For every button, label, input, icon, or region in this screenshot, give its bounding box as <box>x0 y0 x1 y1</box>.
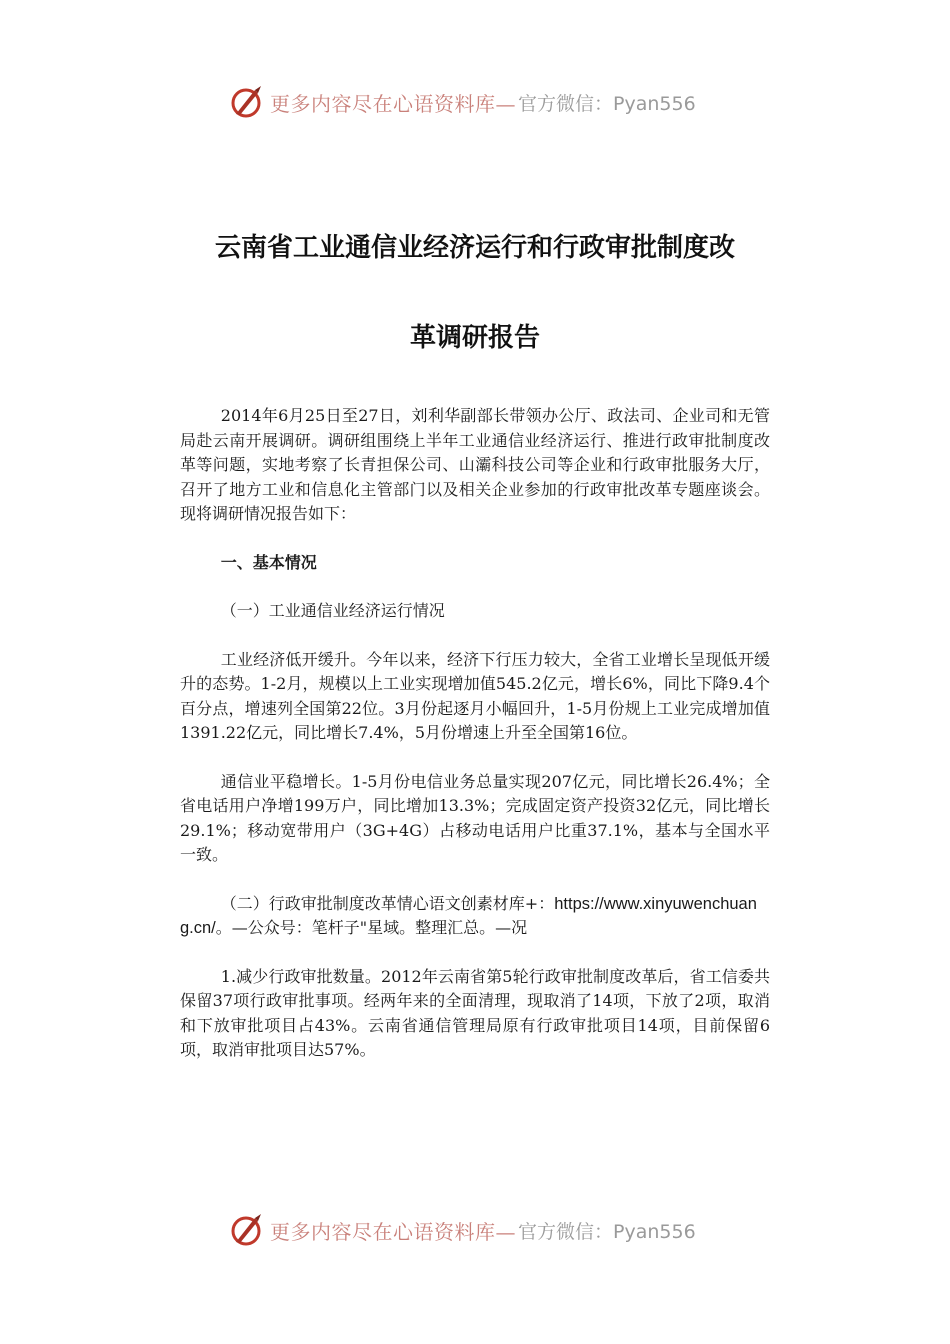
document-title-line2: 革调研报告 <box>409 323 540 353</box>
quill-pen-logo-icon <box>228 1212 264 1248</box>
document-title-line1: 云南省工业通信业经济运行和行政审批制度改 <box>214 233 735 263</box>
banner-slogan: 更多内容尽在心语资料库— <box>270 1219 516 1244</box>
subsection-heading-economy: （一）工业通信业经济运行情况 <box>220 601 445 620</box>
industry-paragraph: 工业经济低开缓升。今年以来，经济下行压力较大，全省工业增长呈现低开缓升的态势。1-2月，规模以上工业实现增加值545.2亿元，增长6%，同比下降9.4个百分点，增速列全国第22位。3月份起逐月小幅回升，1-5月份规上工业完成增加值1391.22亿元，同比增长7.4%，5月份增速上升至全国第16位。 <box>180 649 770 742</box>
document-body <box>180 404 770 1087</box>
subsection-heading-approval-start: （二）行政审批制度改革情心语文创素材库+： <box>220 893 555 913</box>
reduce-approval-paragraph: 1.减少行政审批数量。2012年云南省第5轮行政审批制度改革后，省工信委共保留37项行政审批事项。经两年来的全面清理，现取消了14项，下放了2项，取消和下放审批项目占43%。云南省通信管理局原有行政审批项目14项，目前保留6项，取消审批项目达57%。 <box>180 966 770 1059</box>
quill-pen-logo-icon <box>228 84 264 120</box>
header-banner <box>228 82 696 122</box>
section-heading-basic: 一、基本情况 <box>220 552 317 572</box>
telecom-paragraph: 通信业平稳增长。1-5月份电信业务总量实现207亿元，同比增长26.4%；全省电话用户净增199万户，同比增加13.3%；完成固定资产投资32亿元，同比增长29.1%；移动宽带用户（3G+4G）占移动电话用户比重37.1%，基本与全国水平一致。 <box>180 771 770 864</box>
banner-official-wechat: 官方微信：Pyan556 <box>518 92 696 115</box>
intro-paragraph: 2014年6月25日至27日，刘利华副部长带领办公厅、政法司、企业司和无管局赴云南开展调研。调研组围绕上半年工业通信业经济运行、推进行政审批制度改革等问题，实地考察了长青担保公司、山灞科技公司等企业和行政审批服务大厅，召开了地方工业和信息化主管部门以及相关企业参加的行政审批改革专题座谈会。现将调研情况报告如下： <box>180 406 770 523</box>
subsection-heading-approval <box>180 892 770 941</box>
banner-official-wechat: 官方微信：Pyan556 <box>518 1220 696 1243</box>
banner-slogan: 更多内容尽在心语资料库— <box>270 91 516 116</box>
footer-banner <box>228 1210 696 1250</box>
subsection-heading-approval-end: 。—公众号：笔杆子"星域。整理汇总。—况 <box>215 918 528 937</box>
source-url-text: https://www.xinyuwenchuang.cn/ <box>180 894 757 937</box>
